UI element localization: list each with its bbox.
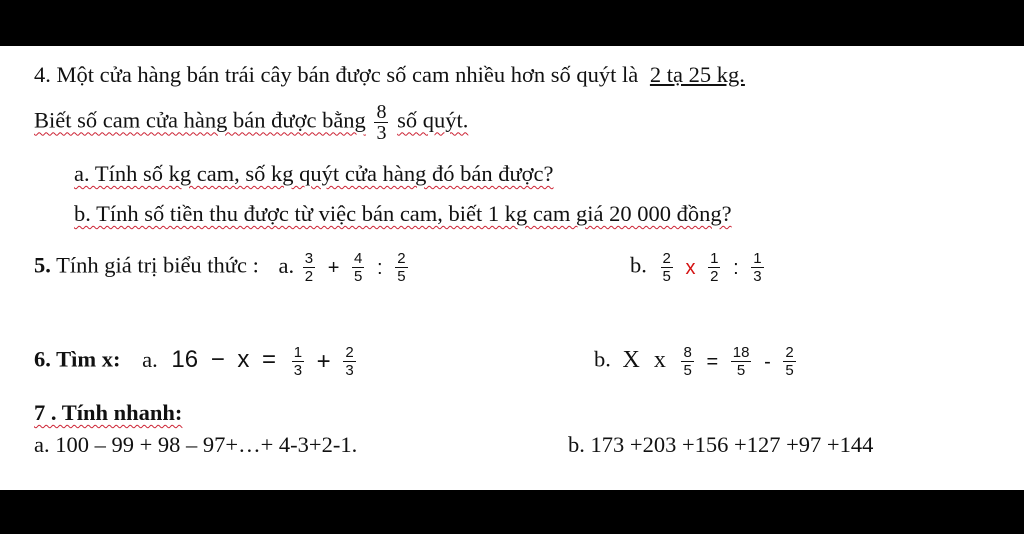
frac-denominator: 3 (753, 268, 762, 285)
q5-b-frac1 (661, 250, 673, 285)
q6-a-frac1 (292, 344, 304, 379)
frac-denominator: 3 (345, 362, 354, 379)
frac-numerator: 1 (293, 344, 303, 361)
q5-label: 5. (34, 252, 51, 278)
frac-numerator: 2 (397, 250, 406, 267)
q6-b-op: - (764, 350, 771, 373)
q5-a-op1: + (327, 256, 340, 279)
q7-part-b-text: b. 173 +203 +156 +127 +97 +144 (568, 432, 874, 457)
frac-denominator: 5 (354, 268, 363, 285)
q5-b-frac2 (708, 250, 720, 285)
q5-a-label: a. (278, 252, 295, 278)
q4-part-a (74, 161, 554, 187)
q6-a-label: a. (142, 346, 158, 372)
q4-fraction (374, 102, 388, 143)
q5-text: Tính giá trị biểu thức : (56, 252, 259, 278)
q7-part-a-text: a. 100 – 99 + 98 – 97+…+ 4-3+2-1. (34, 432, 358, 457)
q5-b-label: b. (630, 252, 647, 278)
q4-line2 (34, 102, 468, 143)
q6-b-frac2 (731, 344, 752, 379)
q4-line1 (34, 62, 745, 88)
frac-denominator: 5 (736, 362, 746, 379)
q5-b-op2: : (733, 256, 739, 279)
q6-a-frac2 (343, 344, 355, 379)
q6-label: 6. Tìm x: (34, 346, 121, 372)
q6-b-frac3 (783, 344, 795, 379)
q4-text: 4. Một cửa hàng bán trái cây bán được số cam nhiều hơn số quýt là (34, 62, 639, 87)
q4-line2-pre: Biết số cam cửa hàng bán được bằng (34, 107, 366, 133)
frac-numerator: 4 (354, 250, 363, 267)
frac-denominator: 3 (293, 362, 303, 379)
frac-numerator: 1 (753, 250, 762, 267)
q7-title-text: 7 . Tính nhanh: (34, 400, 183, 425)
q5-b (630, 250, 767, 285)
frac-numerator: 18 (732, 344, 750, 361)
frac-numerator: 2 (785, 344, 794, 361)
q5-b-op1: x (685, 256, 696, 279)
q5-line (34, 250, 411, 285)
q5-b-frac3 (751, 250, 763, 285)
frac-denominator: 5 (785, 362, 794, 379)
q7-title (34, 400, 182, 426)
frac-denominator: 3 (376, 122, 387, 144)
q6-a-op: + (316, 347, 331, 375)
q5-a-frac1 (303, 250, 315, 285)
q6-b-eq: = (706, 350, 719, 373)
frac-numerator: 2 (345, 344, 354, 361)
frac-denominator: 2 (710, 268, 719, 285)
q5-a-frac2 (352, 250, 364, 285)
q6-b-label: b. (594, 346, 611, 372)
q5-a-op2: : (377, 256, 383, 279)
q5-a-frac3 (395, 250, 407, 285)
q6-a-expr: 16 − x = (171, 345, 277, 373)
q6-b-frac1 (681, 344, 693, 379)
frac-numerator: 8 (376, 101, 387, 123)
q4-amount: 2 tạ 25 kg. (649, 62, 745, 87)
q4-part-b (74, 201, 732, 227)
q6-line (34, 344, 359, 379)
frac-denominator: 5 (683, 362, 692, 379)
q7-part-b (568, 432, 873, 458)
q6-b (594, 344, 799, 379)
frac-denominator: 5 (662, 268, 671, 285)
frac-numerator: 1 (710, 250, 719, 267)
q4-line2-post: số quýt. (397, 107, 469, 133)
q6-b-expr: X x (622, 346, 666, 373)
q4-part-a-text: a. Tính số kg cam, số kg quýt cửa hàng đó bán được? (74, 161, 554, 186)
frac-numerator: 2 (662, 250, 671, 267)
worksheet (0, 46, 1024, 490)
frac-numerator: 3 (304, 250, 314, 267)
frac-denominator: 5 (397, 268, 406, 285)
frac-denominator: 2 (304, 268, 314, 285)
q4-part-b-text: b. Tính số tiền thu được từ việc bán cam, biết 1 kg cam giá 20 000 đồng? (74, 201, 732, 226)
frac-numerator: 8 (683, 344, 692, 361)
q7-part-a (34, 432, 357, 458)
